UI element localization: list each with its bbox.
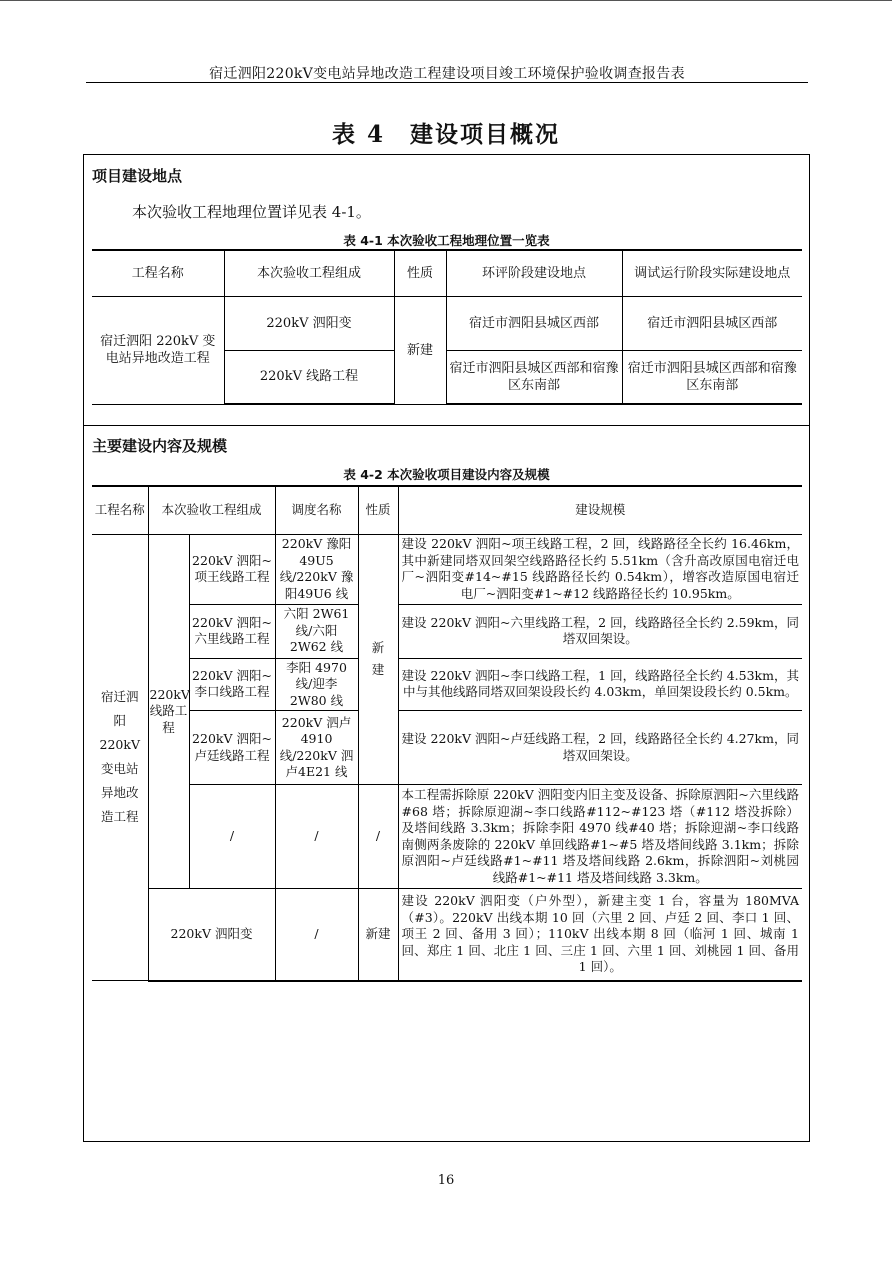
line-name-cell: 220kV 泗阳~项王线路工程 — [189, 534, 275, 604]
top-border-line — [0, 0, 892, 1]
col-header-nature: 性质 — [394, 250, 446, 296]
substation-name-cell: 220kV 泗阳变 — [148, 889, 275, 981]
col-header-project: 工程名称 — [92, 250, 224, 296]
table-4-1-caption: 表 4-1 本次验收工程地理位置一览表 — [343, 233, 550, 248]
project-name-cell: 宿迁泗阳 220kV 变电站异地改造工程 — [92, 296, 224, 404]
line-name-cell: 220kV 泗阳~卢廷线路工程 — [189, 711, 275, 785]
section-heading-location: 项目建设地点 — [92, 167, 183, 185]
table-4-2-header-row — [92, 486, 802, 534]
nature-cell: 新建 — [358, 534, 398, 785]
nature-cell: / — [358, 785, 398, 889]
page-number: 16 — [437, 1173, 455, 1188]
actual-location-cell: 宿迁市泗阳县城区西部和宿豫区东南部 — [622, 350, 802, 404]
table-row — [92, 785, 802, 889]
dispatch-cell: 李阳 4970 线/迎李 2W80 线 — [275, 658, 358, 711]
eia-location-cell: 宿迁市泗阳县城区西部 — [446, 296, 622, 350]
header-rule — [86, 82, 808, 83]
line-group-cell: 220kV 线路工程 — [148, 534, 189, 889]
component-cell: 220kV 线路工程 — [224, 350, 394, 404]
nature-cell: 新建 — [358, 889, 398, 981]
section-heading-scope: 主要建设内容及规模 — [92, 437, 228, 455]
col-header-project: 工程名称 — [92, 486, 148, 534]
eia-location-cell: 宿迁市泗阳县城区西部和宿豫区东南部 — [446, 350, 622, 404]
actual-location-cell: 宿迁市泗阳县城区西部 — [622, 296, 802, 350]
scale-cell: 建设 220kV 泗阳~卢廷线路工程，2 回，线路路径全长约 4.27km，同塔双回架设。 — [398, 711, 802, 785]
scale-cell: 建设 220kV 泗阳~项王线路工程，2 回，线路路径全长约 16.46km，其中新建同塔双回架空线路路径长约 5.51km（含升高改原国电宿迁电厂~泗阳变#14~#15 线路路径长约 0.54km），增容改造原国电宿迁电厂~泗阳变#1~#12 线路路径长约 10.95km。 — [398, 534, 802, 604]
table-row — [92, 658, 802, 711]
dispatch-cell: / — [275, 785, 358, 889]
running-header: 宿迁泗阳220kV变电站异地改造工程建设项目竣工环境保护验收调查报告表 — [209, 66, 685, 82]
col-header-nature: 性质 — [358, 486, 398, 534]
component-cell: 220kV 泗阳变 — [224, 296, 394, 350]
table-row — [92, 534, 802, 604]
col-header-component: 本次验收工程组成 — [224, 250, 394, 296]
dispatch-cell: 220kV 豫阳49U5 线/220kV 豫阳49U6 线 — [275, 534, 358, 604]
line-name-cell: 220kV 泗阳~六里线路工程 — [189, 604, 275, 658]
table-row — [92, 711, 802, 785]
page-title: 表 4 建设项目概况 — [331, 121, 560, 148]
location-paragraph: 本次验收工程地理位置详见表 4-1。 — [132, 203, 371, 221]
substation-scale-cell: 建设 220kV 泗阳变（户外型），新建主变 1 台，容量为 180MVA（#3）。220kV 出线本期 10 回（六里 2 回、卢廷 2 回、李口 1 回、项王 2 回、备用 3 回）；110kV 出线本期 8 回（临河 1 回、城南 1 回、郑庄 1 回、北庄 1 回、三庄 1 回、六里 1 回、刘桃园 1 回、备用 1 回）。 — [398, 889, 802, 981]
table-row — [92, 296, 802, 350]
col-header-scale: 建设规模 — [398, 486, 802, 534]
table-4-2-caption: 表 4-2 本次验收项目建设内容及规模 — [343, 467, 550, 482]
table-4-2 — [92, 485, 802, 982]
col-header-dispatch: 调度名称 — [275, 486, 358, 534]
table-row — [92, 889, 802, 981]
dispatch-cell: / — [275, 889, 358, 981]
dispatch-cell: 220kV 泗卢4910 线/220kV 泗卢4E21 线 — [275, 711, 358, 785]
project-name-cell: 宿迁泗阳220kV变电站异地改造工程 — [92, 534, 148, 981]
demolition-scale-cell: 本工程需拆除原 220kV 泗阳变内旧主变及设备、拆除原泗阳~六里线路#68 塔；拆除原迎湖~李口线路#112~#123 塔（#112 塔没拆除）及塔间线路 3.3km；拆除李阳 4970 线#40 塔；拆除迎湖~李口线路南侧两条废除的 220kV 单回线路#1~#5 塔及塔间线路 3.1km；拆除原泗阳~卢廷线路#1~#11 塔及塔间线路 2.6km，拆除泗阳~刘桃园线路#1~#11 塔及塔间线路 3.3km。 — [398, 785, 802, 889]
scale-cell: 建设 220kV 泗阳~六里线路工程，2 回，线路路径全长约 2.59km，同塔双回架设。 — [398, 604, 802, 658]
table-4-1-header-row — [92, 250, 802, 296]
dispatch-cell: 六阳 2W61 线/六阳 2W62 线 — [275, 604, 358, 658]
col-header-actual-location: 调试运行阶段实际建设地点 — [622, 250, 802, 296]
content-frame — [83, 154, 810, 1142]
section-divider — [84, 425, 809, 426]
line-name-cell: 220kV 泗阳~李口线路工程 — [189, 658, 275, 711]
col-header-component: 本次验收工程组成 — [148, 486, 275, 534]
col-header-eia-location: 环评阶段建设地点 — [446, 250, 622, 296]
table-4-1 — [92, 249, 802, 405]
scale-cell: 建设 220kV 泗阳~李口线路工程，1 回，线路路径全长约 4.53km，其中与其他线路同塔双回架设段长约 4.03km，单回架设段长约 0.5km。 — [398, 658, 802, 711]
table-row — [92, 604, 802, 658]
line-name-cell: / — [189, 785, 275, 889]
nature-cell: 新建 — [394, 296, 446, 404]
